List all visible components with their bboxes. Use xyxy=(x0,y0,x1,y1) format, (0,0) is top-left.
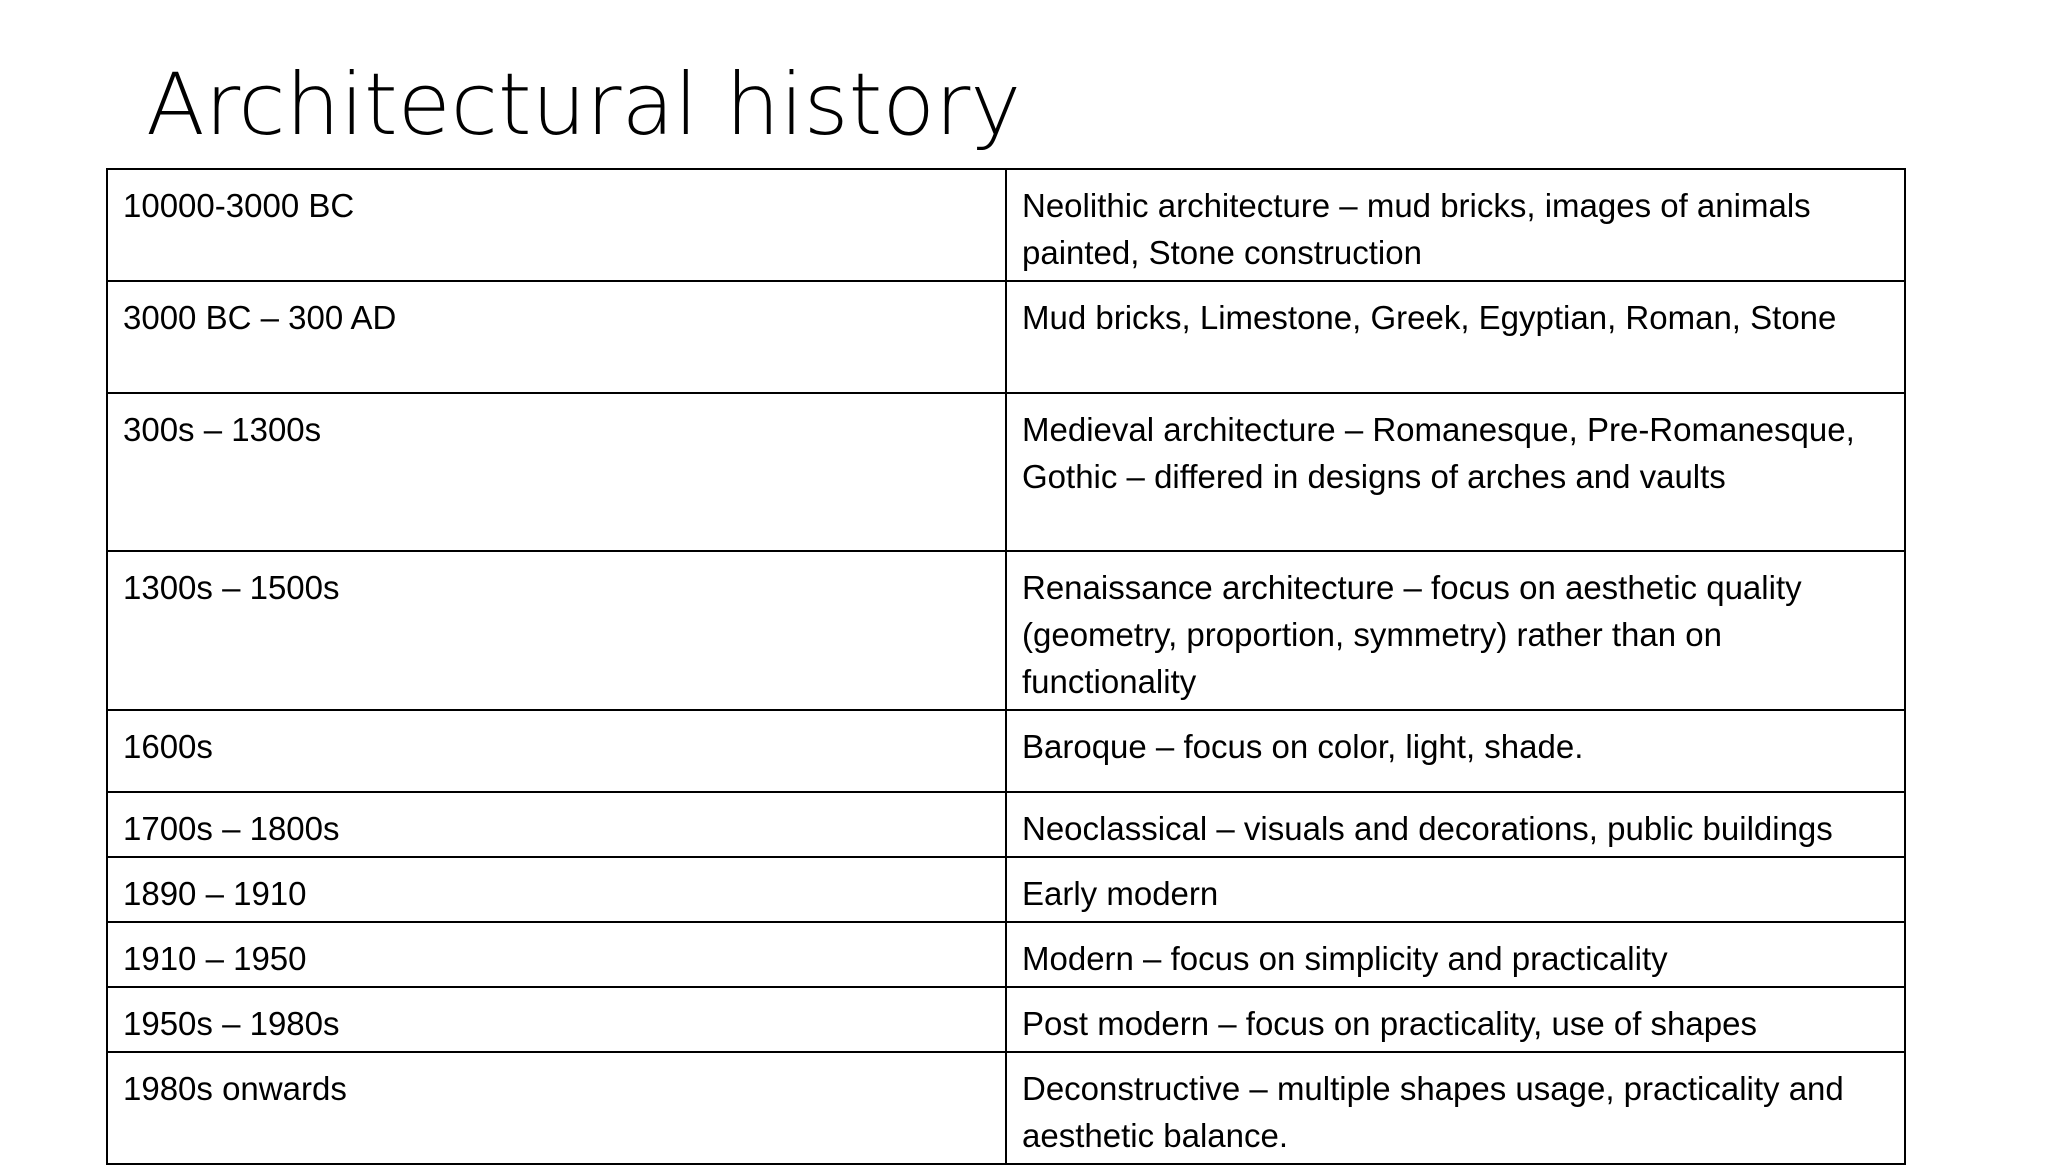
description-cell: Modern – focus on simplicity and practicality xyxy=(1006,922,1905,987)
description-cell: Mud bricks, Limestone, Greek, Egyptian, Roman, Stone xyxy=(1006,281,1905,393)
description-cell: Post modern – focus on practicality, use of shapes xyxy=(1006,987,1905,1052)
description-cell: Deconstructive – multiple shapes usage, practicality and aesthetic balance. xyxy=(1006,1052,1905,1164)
period-cell: 300s – 1300s xyxy=(107,393,1006,551)
table-row xyxy=(107,710,1905,792)
period-cell: 10000-3000 BC xyxy=(107,169,1006,281)
description-cell: Neoclassical – visuals and decorations, public buildings xyxy=(1006,792,1905,857)
period-cell: 1890 – 1910 xyxy=(107,857,1006,922)
table-row xyxy=(107,857,1905,922)
period-cell: 1950s – 1980s xyxy=(107,987,1006,1052)
table-row xyxy=(107,169,1905,281)
table-row xyxy=(107,922,1905,987)
description-cell: Early modern xyxy=(1006,857,1905,922)
period-cell: 1980s onwards xyxy=(107,1052,1006,1164)
description-cell: Medieval architecture – Romanesque, Pre-Romanesque, Gothic – differed in designs of arches and vaults xyxy=(1006,393,1905,551)
table-row xyxy=(107,792,1905,857)
period-cell: 1600s xyxy=(107,710,1006,792)
table-row xyxy=(107,551,1905,710)
period-cell: 1700s – 1800s xyxy=(107,792,1006,857)
period-cell: 3000 BC – 300 AD xyxy=(107,281,1006,393)
period-cell: 1910 – 1950 xyxy=(107,922,1006,987)
period-cell: 1300s – 1500s xyxy=(107,551,1006,710)
description-cell: Neolithic architecture – mud bricks, images of animals painted, Stone construction xyxy=(1006,169,1905,281)
table-row xyxy=(107,393,1905,551)
slide-title: Architectural history xyxy=(146,55,1022,155)
table-row xyxy=(107,1052,1905,1164)
table-row xyxy=(107,281,1905,393)
architectural-history-table xyxy=(106,168,1906,1165)
description-cell: Baroque – focus on color, light, shade. xyxy=(1006,710,1905,792)
description-cell: Renaissance architecture – focus on aesthetic quality (geometry, proportion, symmetry) rather than on functionality xyxy=(1006,551,1905,710)
table-row xyxy=(107,987,1905,1052)
